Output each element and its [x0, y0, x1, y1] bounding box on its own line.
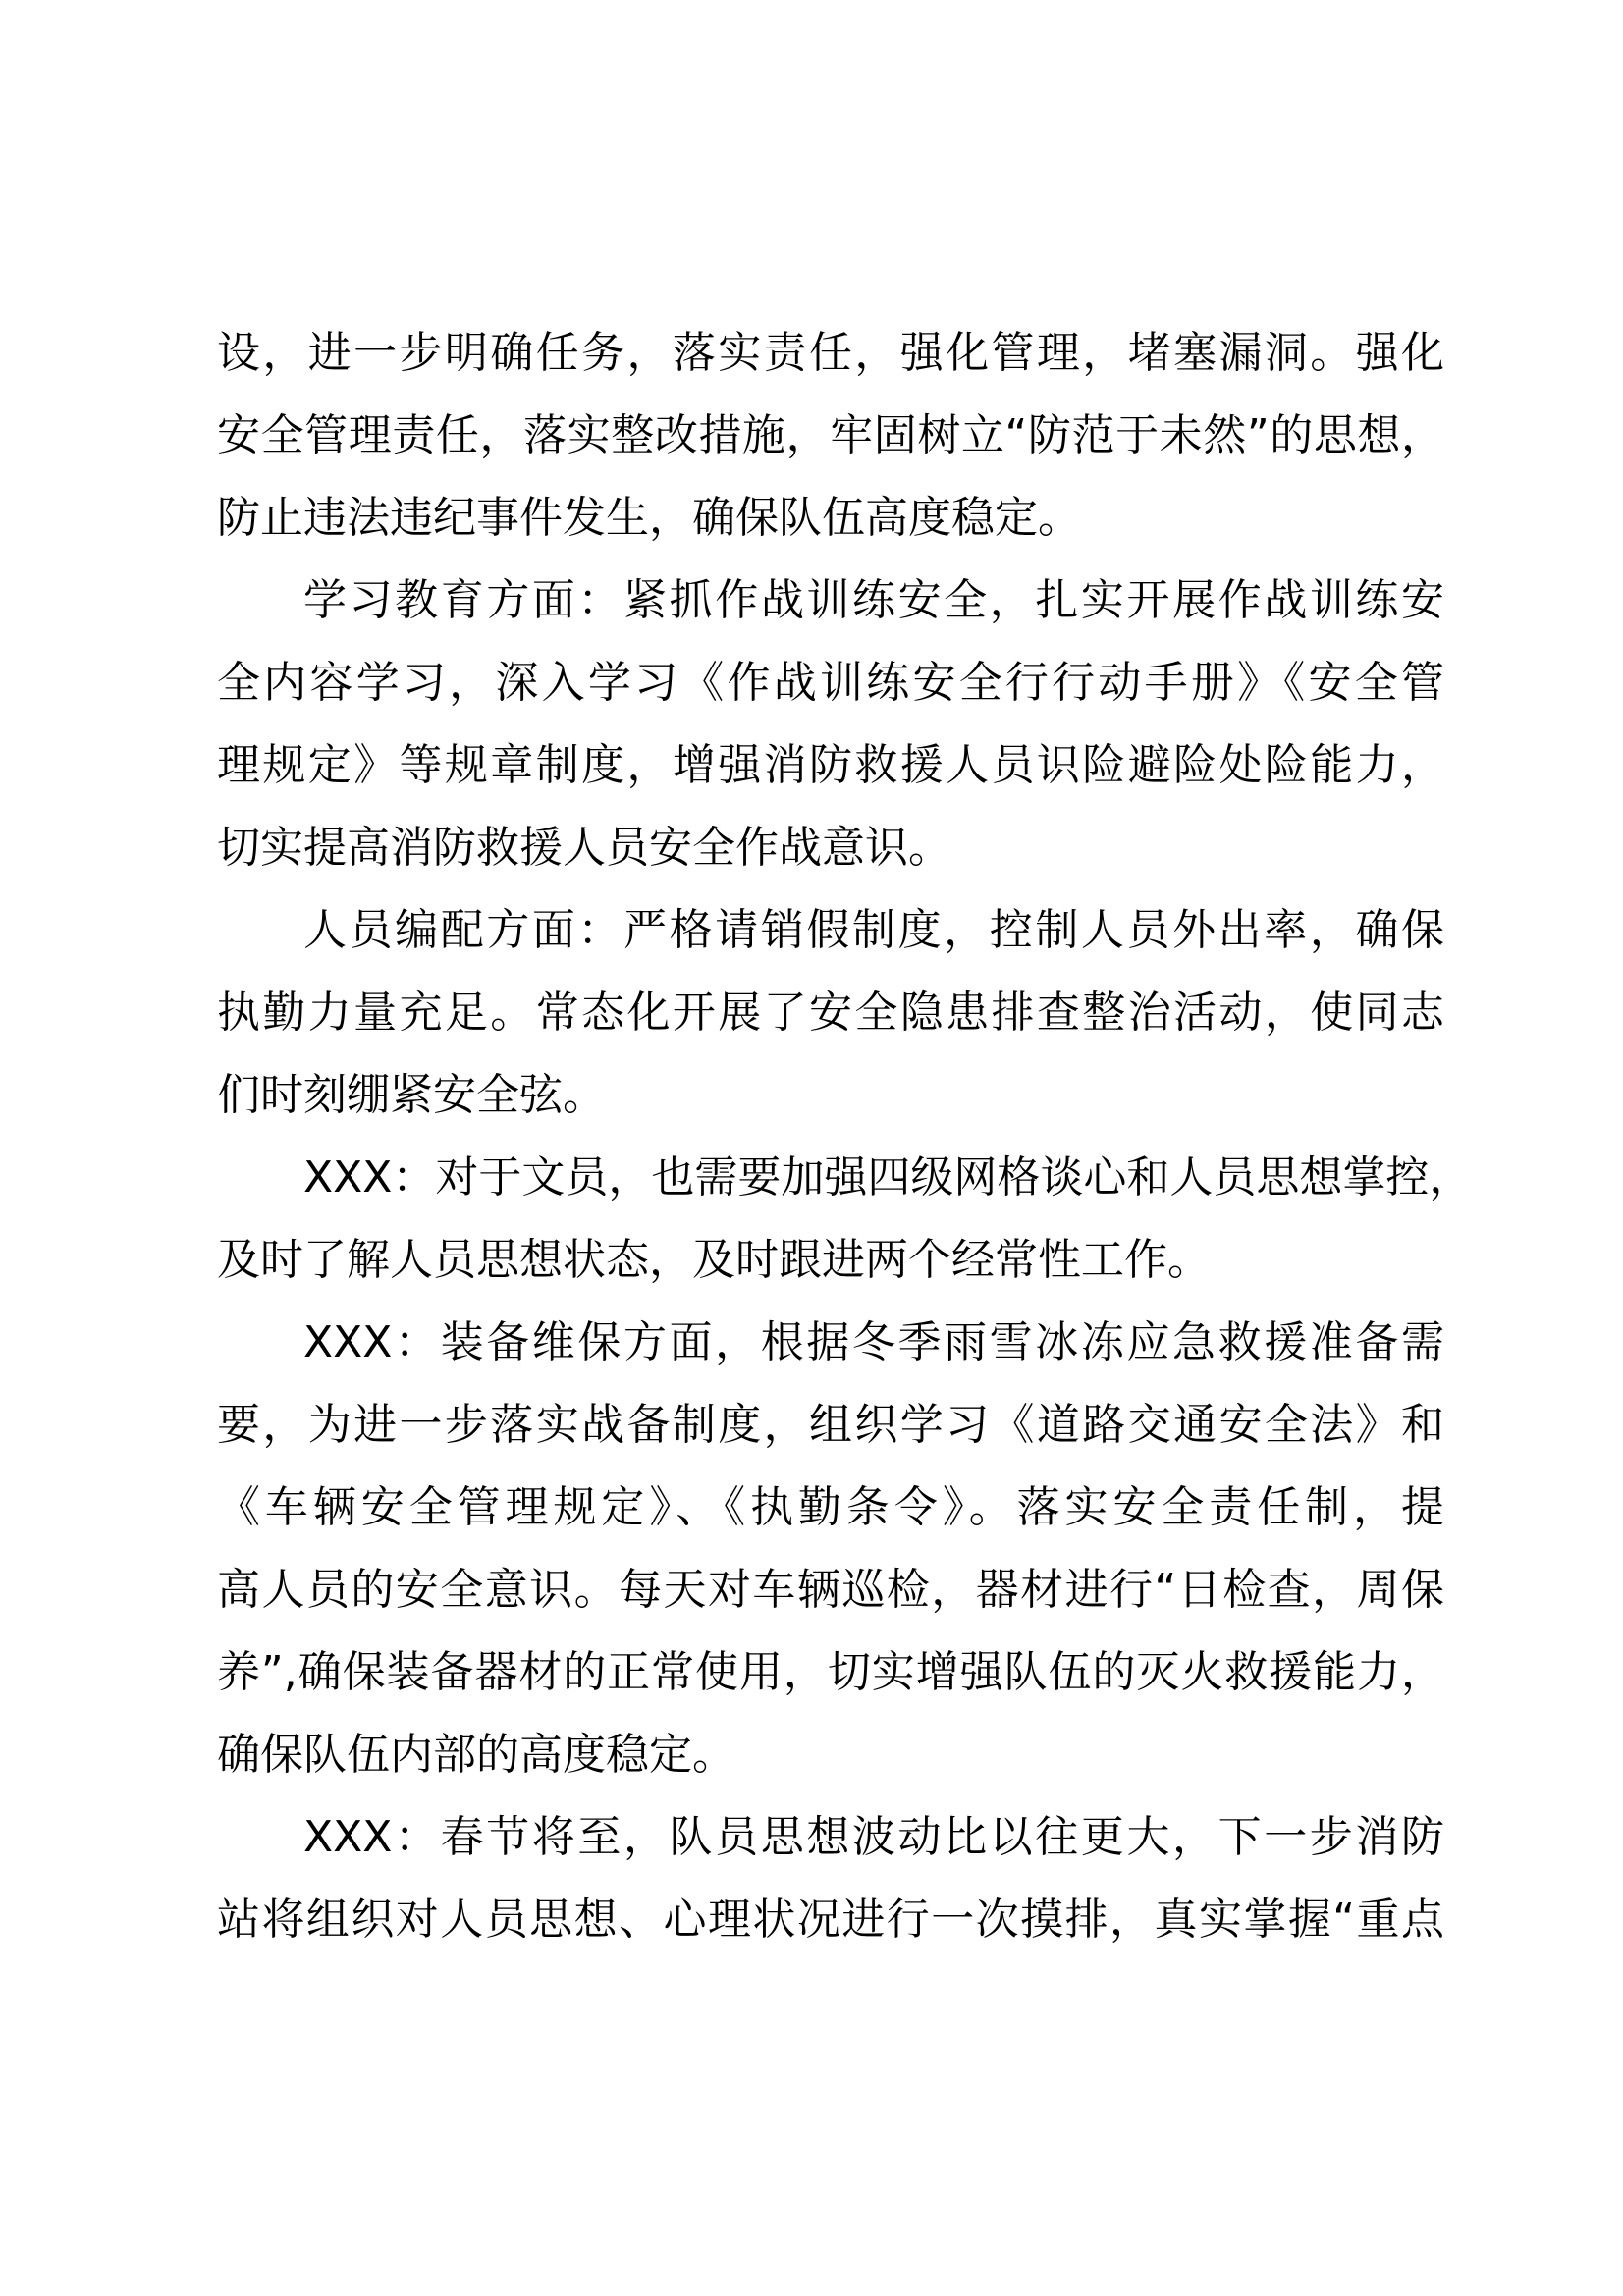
paragraph-line: 高人员的安全意识。每天对车辆巡检，器材进行“日检查，周保: [217, 1565, 1444, 1615]
paragraph-line: 设，进一步明确任务，落实责任，强化管理，堵塞漏洞。强化: [217, 328, 1444, 378]
paragraph-line: 学习教育方面：紧抓作战训练安全，扎实开展作战训练安: [303, 575, 1444, 625]
paragraph-line: XXX：春节将至，队员思想波动比以往更大，下一步消防: [303, 1812, 1444, 1862]
paragraph-line: 《车辆安全管理规定》、《执勤条令》。落实安全责任制，提: [217, 1482, 1444, 1532]
paragraph-line: 切实提高消防救援人员安全作战意识。: [217, 823, 951, 873]
paragraph-line: 执勤力量充足。常态化开展了安全隐患排查整治活动，使同志: [217, 988, 1444, 1038]
paragraph-line: 人员编配方面：严格请销假制度，控制人员外出率，确保: [303, 905, 1444, 955]
paragraph-line: 防止违法违纪事件发生，确保队伍高度稳定。: [217, 493, 1081, 543]
paragraph-line: 安全管理责任，落实整改措施，牢固树立“防范于未然”的思想，: [217, 410, 1444, 460]
paragraph-line: 养”,确保装备器材的正常使用，切实增强队伍的灭火救援能力，: [217, 1647, 1444, 1697]
paragraph-line: 站将组织对人员思想、心理状况进行一次摸排，真实掌握“重点: [217, 1895, 1444, 1945]
paragraph-line: 要，为进一步落实战备制度，组织学习《道路交通安全法》和: [217, 1400, 1444, 1450]
paragraph-line: XXX：装备维保方面，根据冬季雨雪冰冻应急救援准备需: [303, 1317, 1444, 1367]
paragraph-line: 理规定》等规章制度，增强消防救援人员识险避险处险能力，: [217, 740, 1444, 790]
paragraph-line: 们时刻绷紧安全弦。: [217, 1070, 606, 1120]
document-body: [217, 312, 1473, 1961]
paragraph-line: 确保队伍内部的高度稳定。: [217, 1730, 735, 1780]
paragraph-line: 及时了解人员思想状态，及时跟进两个经常性工作。: [217, 1235, 1211, 1285]
paragraph-line: XXX：对于文员，也需要加强四级网格谈心和人员思想掌控，: [303, 1152, 1473, 1202]
paragraph-line: 全内容学习，深入学习《作战训练安全行行动手册》《安全管: [217, 658, 1444, 708]
